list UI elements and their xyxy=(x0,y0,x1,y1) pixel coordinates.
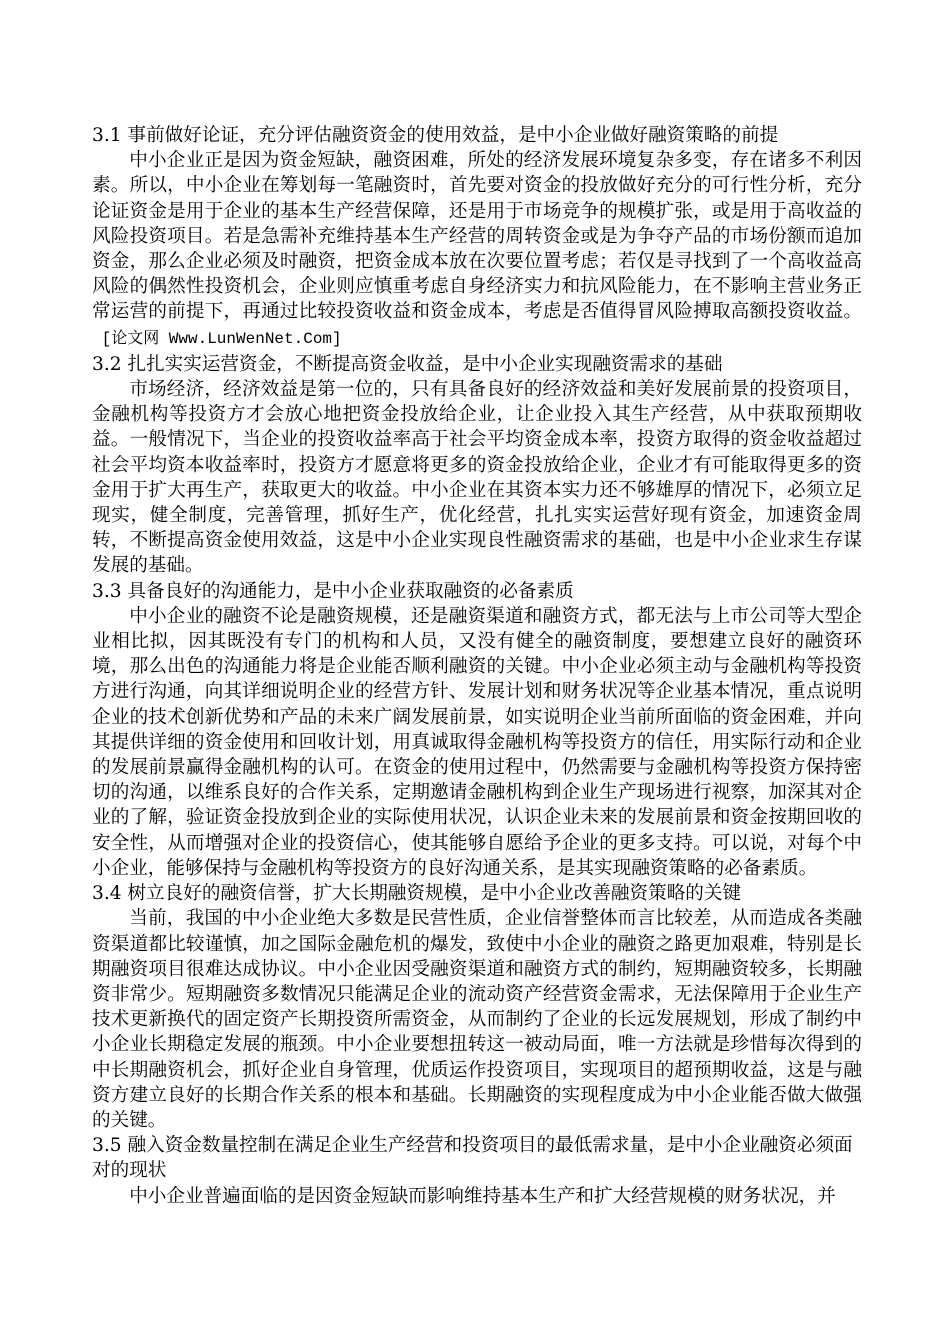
section-heading-3-2: 3.2 扎扎实实运营资金，不断提高资金收益，是中小企业实现融资需求的基础 xyxy=(92,353,723,375)
section-body-3-3: 中小企业的融资不论是融资规模，还是融资渠道和融资方式，都无法与上市公司等大型企业相比拟，因其既没有专门的机构和人员，又没有健全的融资制度，要想建立良好的融资环境，那么出色的沟通能力将是企业能否顺利融资的关键。中小企业必须主动与金融机构等投资方进行沟通，向其详细说明企业的经营方针、发展计划和财务状况等企业基本情况，重点说明企业的技术创新优势和产品的未来广阔发展前景，如实说明企业当前所面临的资金困难，并向其提供详细的资金使用和回收计划，用真诚取得金融机构等投资方的信任，用实际行动和企业的发展前景赢得金融机构的认可。在资金的使用过程中，仍然需要与金融机构等投资方保持密切的沟通，以维系良好的合作关系，定期邀请金融机构到企业生产现场进行视察，加深其对企业的了解，验证资金投放到企业的实际使用状况，认识企业未来的发展前景和资金按期回收的安全性，从而增强对企业的投资信心，使其能够自愿给予企业的更多支持。可以说，对每个中小企业，能够保持与金融机构等投资方的良好沟通关系，是其实现融资策略的必备素质。 xyxy=(92,605,862,879)
document-page xyxy=(92,123,862,1209)
section-body-3-2: 市场经济，经济效益是第一位的，只有具备良好的经济效益和美好发展前景的投资项目，金融机构等投资方才会放心地把资金投放给企业，让企业投入其生产经营，从中获取预期收益。一般情况下，当企业的投资收益率高于社会平均资金成本率，投资方取得的资金收益超过社会平均资本收益率时，投资方才愿意将更多的资金投放给企业，企业才有可能取得更多的资金用于扩大再生产，获取更大的收益。中小企业在其资本实力还不够雄厚的情况下，必须立足现实，健全制度，完善管理，抓好生产，优化经营，扎扎实实运营好现有资金，加速资金周转，不断提高资金使用效益，这是中小企业实现良性融资需求的基础，也是中小企业求生存谋发展的基础。 xyxy=(92,379,862,577)
section-heading-3-4: 3.4 树立良好的融资信誉，扩大长期融资规模，是中小企业改善融资策略的关键 xyxy=(92,883,742,905)
section-body-3-4: 当前，我国的中小企业绝大多数是民营性质，企业信誉整体而言比较差，从而造成各类融资渠道都比较谨慎，加之国际金融危机的爆发，致使中小企业的融资之路更加艰难，特别是长期融资项目很难达成协议。中小企业因受融资渠道和融资方式的制约，短期融资较多，长期融资非常少。短期融资多数情况只能满足企业的流动资产经营资金需求，无法保障用于企业生产技术更新换代的固定资产长期投资所需资金，从而制约了企业的长远发展规划，形成了制约中小企业长期稳定发展的瓶颈。中小企业要想扭转这一被动局面，唯一方法就是珍惜每次得到的中长期融资机会，抓好企业自身管理，优质运作投资项目，实现项目的超预期收益，这是与融资方建立良好的长期合作关系的根本和基础。长期融资的实现程度成为中小企业能否做大做强的关键。 xyxy=(92,908,862,1131)
section-body-3-1 xyxy=(92,148,862,352)
section-heading-3-5: 3.5 融入资金数量控制在满足企业生产经营和投资项目的最低需求量，是中小企业融资必须面对的现状 xyxy=(92,1135,853,1182)
section-heading-3-3: 3.3 具备良好的沟通能力，是中小企业获取融资的必备素质 xyxy=(92,580,574,602)
citation-note: [论文网 Www.LunWenNet.Com] xyxy=(101,329,342,348)
section-heading-3-1: 3.1 事前做好论证，充分评估融资资金的使用效益，是中小企业做好融资策略的前提 xyxy=(92,125,779,146)
section-body-text: 中小企业正是因为资金短缺，融资困难，所处的经济发展环境复杂多变，存在诸多不利因素。所以，中小企业在筹划每一笔融资时，首先要对资金的投放做好充分的可行性分析，充分论证资金是用于企业的基本生产经营保障，还是用于市场竞争的规模扩张，或是用于高收益的风险投资项目。若是急需补充维持基本生产经营的周转资金或是为争夺产品的市场份额而追加资金，那么企业必须及时融资，把资金成本放在次要位置考虑；若仅是寻找到了一个高收益高风险的偶然性投资机会，企业则应慎重考虑自身经济实力和抗风险能力，在不影响主营业务正常运营的前提下，再通过比较投资收益和资金成本，考虑是否值得冒风险搏取高额投资收益。 xyxy=(92,150,862,323)
section-body-3-5: 中小企业普遍面临的是因资金短缺而影响维持基本生产和扩大经营规模的财务状况，并 xyxy=(129,1185,836,1207)
